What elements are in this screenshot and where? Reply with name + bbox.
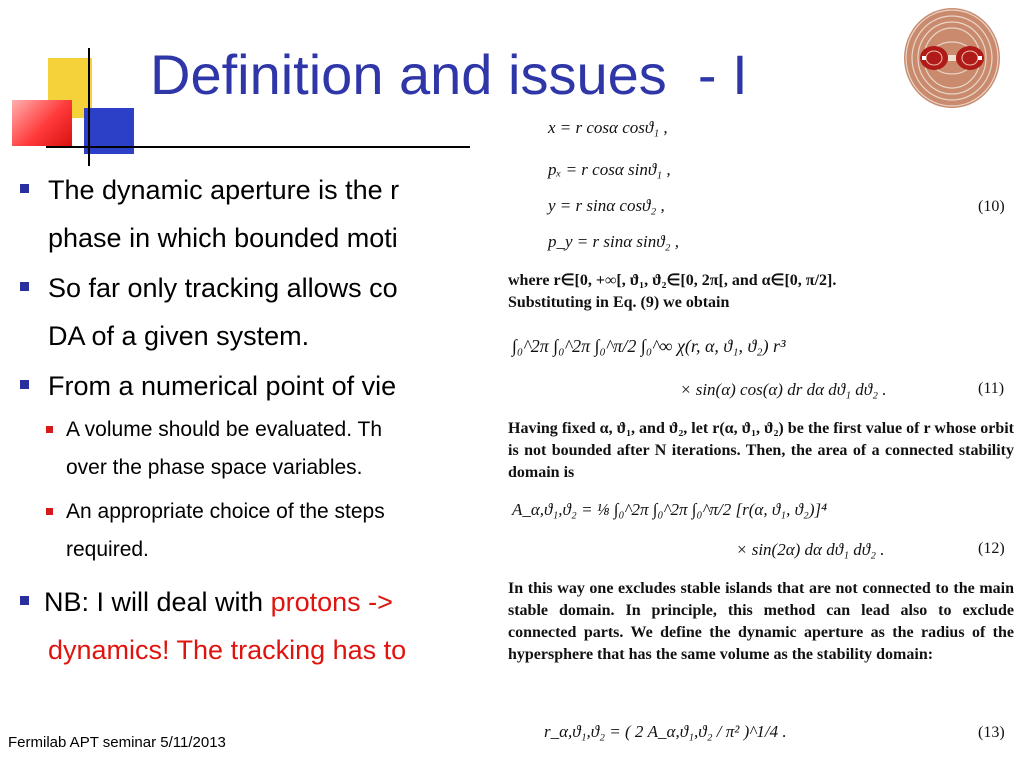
equation-12-bottom: × sin(2α) dα dϑ₁ dϑ₂ . [736, 540, 885, 559]
sub-bullet-1-line1: A volume should be evaluated. Th [66, 418, 382, 441]
corner-red-block [12, 100, 72, 146]
nb-line1 [44, 578, 406, 626]
sub-bullet-square-icon [46, 508, 53, 515]
bullet-square-icon [20, 380, 29, 389]
bullet-3 [48, 362, 396, 410]
equation-py: p_y = r sinα sinϑ₂ , [548, 232, 679, 251]
sub-bullet-1-line2: over the phase space variables. [66, 456, 363, 479]
slide-title: Definition and issues - I [150, 43, 748, 106]
where-line: where r∈[0, +∞[, ϑ₁, ϑ₂∈[0, 2π[, and α∈[0, π/2]. [508, 272, 837, 289]
substitution-line: Substituting in Eq. (9) we obtain [508, 294, 730, 311]
corner-vertical-line [88, 48, 90, 166]
equation-13: r_α,ϑ₁,ϑ₂ = ( 2 A_α,ϑ₁,ϑ₂ / π² )^1/4 . [544, 722, 787, 741]
title-underline [46, 146, 470, 148]
bullet-2-line1: So far only tracking allows co [48, 273, 398, 303]
bullet-2-line2: DA of a given system. [48, 321, 310, 351]
nb-line2: dynamics! The tracking has to [48, 635, 407, 665]
equation-11-bottom: × sin(α) cos(α) dr dα dϑ₁ dϑ₂ . [680, 380, 887, 399]
equation-x: x = r cosα cosϑ₁ , [548, 118, 668, 137]
nb-prefix: NB: I will deal with [44, 587, 271, 617]
bullet-1 [48, 166, 399, 262]
sub-bullet-1 [66, 411, 382, 487]
sub-bullet-2-line2: required. [66, 538, 149, 561]
bullet-square-icon [20, 282, 29, 291]
equation-11-top: ∫₀^2π ∫₀^2π ∫₀^π/2 ∫₀^∞ χ(r, α, ϑ₁, ϑ₂) r³ [512, 336, 786, 356]
bullet-1-line1: The dynamic aperture is the r [48, 175, 400, 205]
equation-12-top: A_α,ϑ₁,ϑ₂ = ⅛ ∫₀^2π ∫₀^2π ∫₀^π/2 [r(α, ϑ₁, ϑ₂)]⁴ [512, 500, 828, 519]
bullet-square-icon [20, 184, 29, 193]
sub-bullet-2 [66, 493, 385, 569]
bullet-1-line2: phase in which bounded moti [48, 223, 398, 253]
bullet-2 [48, 264, 398, 360]
sub-bullet-2-line1: An appropriate choice of the steps [66, 500, 385, 523]
equation-y: y = r sinα cosϑ₂ , [548, 196, 665, 215]
bullet-3-line1: From a numerical point of vie [48, 371, 397, 401]
equation-10-number: (10) [978, 198, 1005, 215]
equation-12-number: (12) [978, 540, 1005, 557]
slide-footer: Fermilab APT seminar 5/11/2013 [8, 734, 226, 751]
paragraph-1: Having fixed α, ϑ₁, and ϑ₂, let r(α, ϑ₁, ϑ₂) be the first value of r whose orbit is not bounded after N iterations. Then, the area of a connected stability domain is [508, 420, 1014, 481]
equation-11-number: (11) [978, 380, 1005, 397]
equation-13-number: (13) [978, 724, 1005, 741]
sub-bullet-square-icon [46, 426, 53, 433]
paper-excerpt-image [490, 110, 1024, 768]
bullet-square-icon [20, 596, 29, 605]
phase-space-logo [902, 6, 1002, 110]
equation-px: pₓ = r cosα sinϑ₁ , [548, 160, 671, 179]
nb-highlight: protons -> [270, 587, 393, 617]
bullet-nb [44, 578, 406, 674]
paragraph-2: In this way one excludes stable islands that are not connected to the main stable domain. In principle, this method can lead also to exclude connected parts. We define the dynamic aperture as the radius of the hypersphere that has the same volume as the stability domain: [508, 580, 1014, 663]
